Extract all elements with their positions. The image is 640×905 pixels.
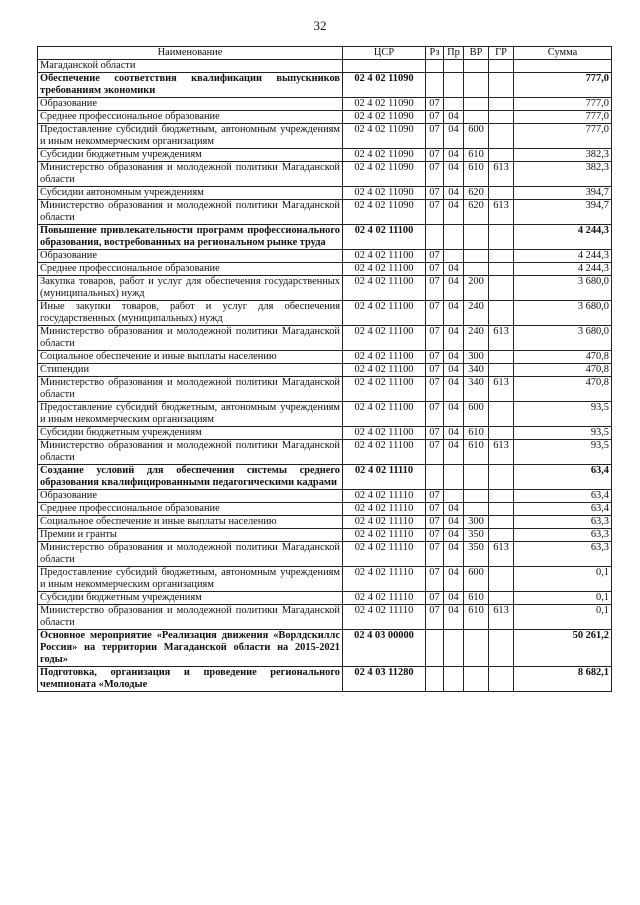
- cell-gr: [489, 73, 514, 98]
- cell-rz: [426, 667, 444, 692]
- cell-gr: [489, 301, 514, 326]
- cell-name: Субсидии бюджетным учреждениям: [38, 427, 343, 440]
- column-header-sum: Сумма: [514, 47, 612, 60]
- cell-sum: 3 680,0: [514, 326, 612, 351]
- cell-vr: [464, 250, 489, 263]
- cell-csr: 02 4 02 11100: [343, 351, 426, 364]
- cell-vr: [464, 263, 489, 276]
- cell-sum: 470,8: [514, 364, 612, 377]
- cell-csr: 02 4 02 11090: [343, 187, 426, 200]
- cell-csr: 02 4 02 11090: [343, 124, 426, 149]
- cell-vr: 300: [464, 516, 489, 529]
- table-row: [38, 98, 612, 111]
- cell-vr: [464, 503, 489, 516]
- cell-vr: 600: [464, 124, 489, 149]
- cell-sum: 0,1: [514, 592, 612, 605]
- table-row: [38, 529, 612, 542]
- cell-name: Министерство образования и молодежной политики Магаданской области: [38, 542, 343, 567]
- table-row: [38, 162, 612, 187]
- cell-vr: [464, 111, 489, 124]
- cell-sum: 0,1: [514, 605, 612, 630]
- cell-sum: 63,3: [514, 529, 612, 542]
- cell-csr: 02 4 02 11110: [343, 516, 426, 529]
- cell-rz: 07: [426, 529, 444, 542]
- cell-gr: [489, 250, 514, 263]
- cell-name: Подготовка, организация и проведение регионального чемпионата «Молодые: [38, 667, 343, 692]
- table-row: [38, 250, 612, 263]
- cell-rz: 07: [426, 326, 444, 351]
- cell-pr: 04: [444, 516, 464, 529]
- table-row: [38, 73, 612, 98]
- cell-name: Магаданской области: [38, 60, 343, 73]
- cell-vr: 610: [464, 605, 489, 630]
- cell-pr: 04: [444, 162, 464, 187]
- table-row: [38, 301, 612, 326]
- table-row: [38, 364, 612, 377]
- cell-gr: [489, 149, 514, 162]
- cell-gr: 613: [489, 440, 514, 465]
- cell-pr: 04: [444, 111, 464, 124]
- cell-vr: 340: [464, 377, 489, 402]
- cell-pr: 04: [444, 427, 464, 440]
- cell-sum: 394,7: [514, 187, 612, 200]
- column-header-name: Наименование: [38, 47, 343, 60]
- cell-csr: 02 4 02 11100: [343, 440, 426, 465]
- cell-name: Образование: [38, 98, 343, 111]
- cell-pr: 04: [444, 402, 464, 427]
- table-row: [38, 667, 612, 692]
- cell-gr: 613: [489, 377, 514, 402]
- cell-name: Основное мероприятие «Реализация движения «Ворлдскиллс Россия» на территории Магаданской области на 2015-2021 годы»: [38, 630, 343, 667]
- cell-rz: 07: [426, 276, 444, 301]
- cell-rz: 07: [426, 605, 444, 630]
- cell-pr: [444, 73, 464, 98]
- cell-sum: 470,8: [514, 351, 612, 364]
- cell-sum: 4 244,3: [514, 225, 612, 250]
- table-header-row: [38, 47, 612, 60]
- cell-gr: [489, 427, 514, 440]
- cell-rz: 07: [426, 427, 444, 440]
- cell-vr: 340: [464, 364, 489, 377]
- cell-name: Предоставление субсидий бюджетным, автономным учреждениям и иным некоммерческим организациям: [38, 567, 343, 592]
- cell-pr: 04: [444, 200, 464, 225]
- cell-csr: 02 4 02 11100: [343, 326, 426, 351]
- table-row: [38, 124, 612, 149]
- cell-sum: 63,3: [514, 542, 612, 567]
- cell-pr: 04: [444, 124, 464, 149]
- cell-name: Субсидии автономным учреждениям: [38, 187, 343, 200]
- cell-sum: 382,3: [514, 162, 612, 187]
- cell-pr: 04: [444, 351, 464, 364]
- cell-rz: 07: [426, 301, 444, 326]
- cell-sum: 777,0: [514, 98, 612, 111]
- cell-pr: 04: [444, 592, 464, 605]
- cell-csr: 02 4 02 11100: [343, 250, 426, 263]
- cell-name: Министерство образования и молодежной политики Магаданской области: [38, 440, 343, 465]
- cell-vr: 350: [464, 529, 489, 542]
- cell-gr: [489, 503, 514, 516]
- cell-gr: [489, 567, 514, 592]
- cell-name: Предоставление субсидий бюджетным, автономным учреждениям и иным некоммерческим организациям: [38, 402, 343, 427]
- cell-rz: 07: [426, 187, 444, 200]
- cell-vr: [464, 60, 489, 73]
- table-row: [38, 225, 612, 250]
- cell-csr: 02 4 02 11110: [343, 490, 426, 503]
- cell-sum: 777,0: [514, 73, 612, 98]
- table-row: [38, 567, 612, 592]
- cell-sum: 63,4: [514, 503, 612, 516]
- cell-rz: [426, 73, 444, 98]
- cell-name: Субсидии бюджетным учреждениям: [38, 149, 343, 162]
- table-row: [38, 402, 612, 427]
- cell-vr: [464, 630, 489, 667]
- cell-vr: 620: [464, 200, 489, 225]
- column-header-rz: Рз: [426, 47, 444, 60]
- cell-csr: 02 4 02 11110: [343, 605, 426, 630]
- cell-csr: 02 4 02 11100: [343, 276, 426, 301]
- cell-sum: 4 244,3: [514, 250, 612, 263]
- cell-name: Повышение привлекательности программ профессионального образования, востребованных на региональном рынке труда: [38, 225, 343, 250]
- table-row: [38, 200, 612, 225]
- cell-csr: 02 4 02 11100: [343, 225, 426, 250]
- column-header-vr: ВР: [464, 47, 489, 60]
- table-row: [38, 326, 612, 351]
- cell-rz: 07: [426, 162, 444, 187]
- cell-name: Социальное обеспечение и иные выплаты населению: [38, 351, 343, 364]
- cell-pr: [444, 630, 464, 667]
- budget-table: [37, 46, 612, 692]
- cell-vr: 350: [464, 542, 489, 567]
- cell-sum: 63,4: [514, 465, 612, 490]
- table-row: [38, 111, 612, 124]
- cell-csr: 02 4 02 11090: [343, 98, 426, 111]
- table-row: [38, 263, 612, 276]
- cell-name: Иные закупки товаров, работ и услуг для обеспечения государственных (муниципальных) нужд: [38, 301, 343, 326]
- table-row: [38, 490, 612, 503]
- cell-name: Субсидии бюджетным учреждениям: [38, 592, 343, 605]
- cell-rz: 07: [426, 592, 444, 605]
- cell-sum: 470,8: [514, 377, 612, 402]
- cell-gr: [489, 667, 514, 692]
- cell-pr: 04: [444, 149, 464, 162]
- cell-pr: 04: [444, 440, 464, 465]
- cell-gr: [489, 529, 514, 542]
- cell-vr: 240: [464, 301, 489, 326]
- cell-vr: 240: [464, 326, 489, 351]
- cell-gr: [489, 187, 514, 200]
- table-body: [38, 60, 612, 692]
- cell-sum: 382,3: [514, 149, 612, 162]
- cell-pr: [444, 250, 464, 263]
- cell-csr: 02 4 02 11110: [343, 529, 426, 542]
- cell-rz: 07: [426, 351, 444, 364]
- cell-name: Закупка товаров, работ и услуг для обеспечения государственных (муниципальных) нужд: [38, 276, 343, 301]
- table-row: [38, 276, 612, 301]
- table-row: [38, 377, 612, 402]
- cell-pr: 04: [444, 263, 464, 276]
- cell-gr: [489, 465, 514, 490]
- cell-rz: 07: [426, 542, 444, 567]
- cell-pr: [444, 667, 464, 692]
- cell-csr: 02 4 02 11090: [343, 149, 426, 162]
- cell-pr: 04: [444, 542, 464, 567]
- cell-csr: 02 4 02 11110: [343, 592, 426, 605]
- cell-vr: 610: [464, 162, 489, 187]
- cell-pr: [444, 225, 464, 250]
- cell-pr: [444, 465, 464, 490]
- cell-csr: 02 4 03 00000: [343, 630, 426, 667]
- cell-pr: 04: [444, 503, 464, 516]
- cell-rz: 07: [426, 250, 444, 263]
- cell-vr: [464, 98, 489, 111]
- cell-vr: [464, 73, 489, 98]
- cell-gr: [489, 364, 514, 377]
- cell-csr: 02 4 02 11100: [343, 377, 426, 402]
- column-header-csr: ЦСР: [343, 47, 426, 60]
- table-row: [38, 542, 612, 567]
- cell-csr: [343, 60, 426, 73]
- cell-name: Обеспечение соответствия квалификации выпускников требованиям экономики: [38, 73, 343, 98]
- cell-gr: [489, 111, 514, 124]
- cell-rz: 07: [426, 377, 444, 402]
- cell-name: Премии и гранты: [38, 529, 343, 542]
- cell-csr: 02 4 02 11110: [343, 567, 426, 592]
- table-row: [38, 440, 612, 465]
- cell-rz: 07: [426, 503, 444, 516]
- cell-gr: [489, 276, 514, 301]
- cell-gr: [489, 263, 514, 276]
- cell-pr: 04: [444, 276, 464, 301]
- cell-sum: 63,4: [514, 490, 612, 503]
- cell-rz: 07: [426, 402, 444, 427]
- cell-name: Министерство образования и молодежной политики Магаданской области: [38, 605, 343, 630]
- table-row: [38, 605, 612, 630]
- cell-gr: 613: [489, 162, 514, 187]
- cell-gr: [489, 516, 514, 529]
- cell-name: Стипендии: [38, 364, 343, 377]
- cell-vr: 600: [464, 402, 489, 427]
- cell-vr: [464, 490, 489, 503]
- cell-rz: 07: [426, 567, 444, 592]
- cell-gr: [489, 592, 514, 605]
- cell-vr: 610: [464, 427, 489, 440]
- cell-csr: 02 4 02 11110: [343, 542, 426, 567]
- cell-gr: 613: [489, 542, 514, 567]
- cell-sum: 63,3: [514, 516, 612, 529]
- cell-vr: 620: [464, 187, 489, 200]
- cell-name: Министерство образования и молодежной политики Магаданской области: [38, 326, 343, 351]
- cell-gr: 613: [489, 605, 514, 630]
- cell-rz: 07: [426, 124, 444, 149]
- cell-gr: 613: [489, 326, 514, 351]
- cell-name: Министерство образования и молодежной политики Магаданской области: [38, 377, 343, 402]
- cell-rz: [426, 630, 444, 667]
- cell-pr: 04: [444, 301, 464, 326]
- table-row: [38, 465, 612, 490]
- cell-name: Среднее профессиональное образование: [38, 503, 343, 516]
- cell-pr: 04: [444, 364, 464, 377]
- cell-gr: [489, 98, 514, 111]
- cell-name: Образование: [38, 490, 343, 503]
- cell-csr: 02 4 02 11090: [343, 73, 426, 98]
- cell-name: Среднее профессиональное образование: [38, 263, 343, 276]
- column-header-pr: Пр: [444, 47, 464, 60]
- table-row: [38, 503, 612, 516]
- cell-sum: 777,0: [514, 124, 612, 149]
- cell-pr: 04: [444, 187, 464, 200]
- cell-sum: 394,7: [514, 200, 612, 225]
- cell-sum: 777,0: [514, 111, 612, 124]
- cell-pr: 04: [444, 326, 464, 351]
- cell-sum: 3 680,0: [514, 301, 612, 326]
- cell-gr: [489, 225, 514, 250]
- cell-name: Министерство образования и молодежной политики Магаданской области: [38, 162, 343, 187]
- cell-csr: 02 4 02 11090: [343, 162, 426, 187]
- cell-pr: [444, 98, 464, 111]
- cell-rz: 07: [426, 263, 444, 276]
- cell-vr: [464, 465, 489, 490]
- cell-csr: 02 4 02 11110: [343, 503, 426, 516]
- table-row: [38, 630, 612, 667]
- cell-pr: [444, 490, 464, 503]
- cell-vr: 200: [464, 276, 489, 301]
- cell-rz: 07: [426, 516, 444, 529]
- cell-sum: [514, 60, 612, 73]
- cell-gr: 613: [489, 200, 514, 225]
- cell-vr: 610: [464, 592, 489, 605]
- cell-rz: [426, 225, 444, 250]
- cell-csr: 02 4 02 11100: [343, 263, 426, 276]
- cell-pr: 04: [444, 529, 464, 542]
- cell-csr: 02 4 02 11090: [343, 200, 426, 225]
- cell-sum: 4 244,3: [514, 263, 612, 276]
- table-row: [38, 427, 612, 440]
- cell-name: Создание условий для обеспечения системы среднего образования квалифицированными педагогическими кадрами: [38, 465, 343, 490]
- cell-csr: 02 4 02 11100: [343, 427, 426, 440]
- cell-rz: 07: [426, 98, 444, 111]
- cell-name: Предоставление субсидий бюджетным, автономным учреждениям и иным некоммерческим организациям: [38, 124, 343, 149]
- table-row: [38, 187, 612, 200]
- table-row: [38, 516, 612, 529]
- cell-pr: [444, 60, 464, 73]
- cell-sum: 93,5: [514, 427, 612, 440]
- cell-name: Среднее профессиональное образование: [38, 111, 343, 124]
- cell-vr: 610: [464, 149, 489, 162]
- table-row: [38, 149, 612, 162]
- cell-gr: [489, 402, 514, 427]
- cell-sum: 93,5: [514, 402, 612, 427]
- cell-vr: 610: [464, 440, 489, 465]
- cell-rz: 07: [426, 490, 444, 503]
- cell-name: Социальное обеспечение и иные выплаты населению: [38, 516, 343, 529]
- cell-sum: 3 680,0: [514, 276, 612, 301]
- cell-gr: [489, 630, 514, 667]
- cell-csr: 02 4 02 11110: [343, 465, 426, 490]
- cell-csr: 02 4 03 11280: [343, 667, 426, 692]
- cell-gr: [489, 124, 514, 149]
- cell-sum: 50 261,2: [514, 630, 612, 667]
- table-row: [38, 351, 612, 364]
- cell-pr: 04: [444, 377, 464, 402]
- cell-csr: 02 4 02 11100: [343, 301, 426, 326]
- cell-rz: [426, 60, 444, 73]
- cell-name: Образование: [38, 250, 343, 263]
- column-header-gr: ГР: [489, 47, 514, 60]
- cell-vr: 600: [464, 567, 489, 592]
- cell-csr: 02 4 02 11100: [343, 402, 426, 427]
- cell-rz: 07: [426, 364, 444, 377]
- cell-vr: [464, 667, 489, 692]
- page-number: 32: [313, 18, 327, 33]
- cell-sum: 8 682,1: [514, 667, 612, 692]
- cell-pr: 04: [444, 605, 464, 630]
- cell-rz: 07: [426, 200, 444, 225]
- cell-csr: 02 4 02 11100: [343, 364, 426, 377]
- table-row: [38, 60, 612, 73]
- cell-rz: 07: [426, 440, 444, 465]
- cell-gr: [489, 351, 514, 364]
- cell-vr: [464, 225, 489, 250]
- table-row: [38, 592, 612, 605]
- cell-sum: 93,5: [514, 440, 612, 465]
- cell-gr: [489, 490, 514, 503]
- cell-rz: [426, 465, 444, 490]
- cell-rz: 07: [426, 111, 444, 124]
- cell-pr: 04: [444, 567, 464, 592]
- cell-rz: 07: [426, 149, 444, 162]
- cell-sum: 0,1: [514, 567, 612, 592]
- cell-gr: [489, 60, 514, 73]
- cell-csr: 02 4 02 11090: [343, 111, 426, 124]
- cell-name: Министерство образования и молодежной политики Магаданской области: [38, 200, 343, 225]
- cell-vr: 300: [464, 351, 489, 364]
